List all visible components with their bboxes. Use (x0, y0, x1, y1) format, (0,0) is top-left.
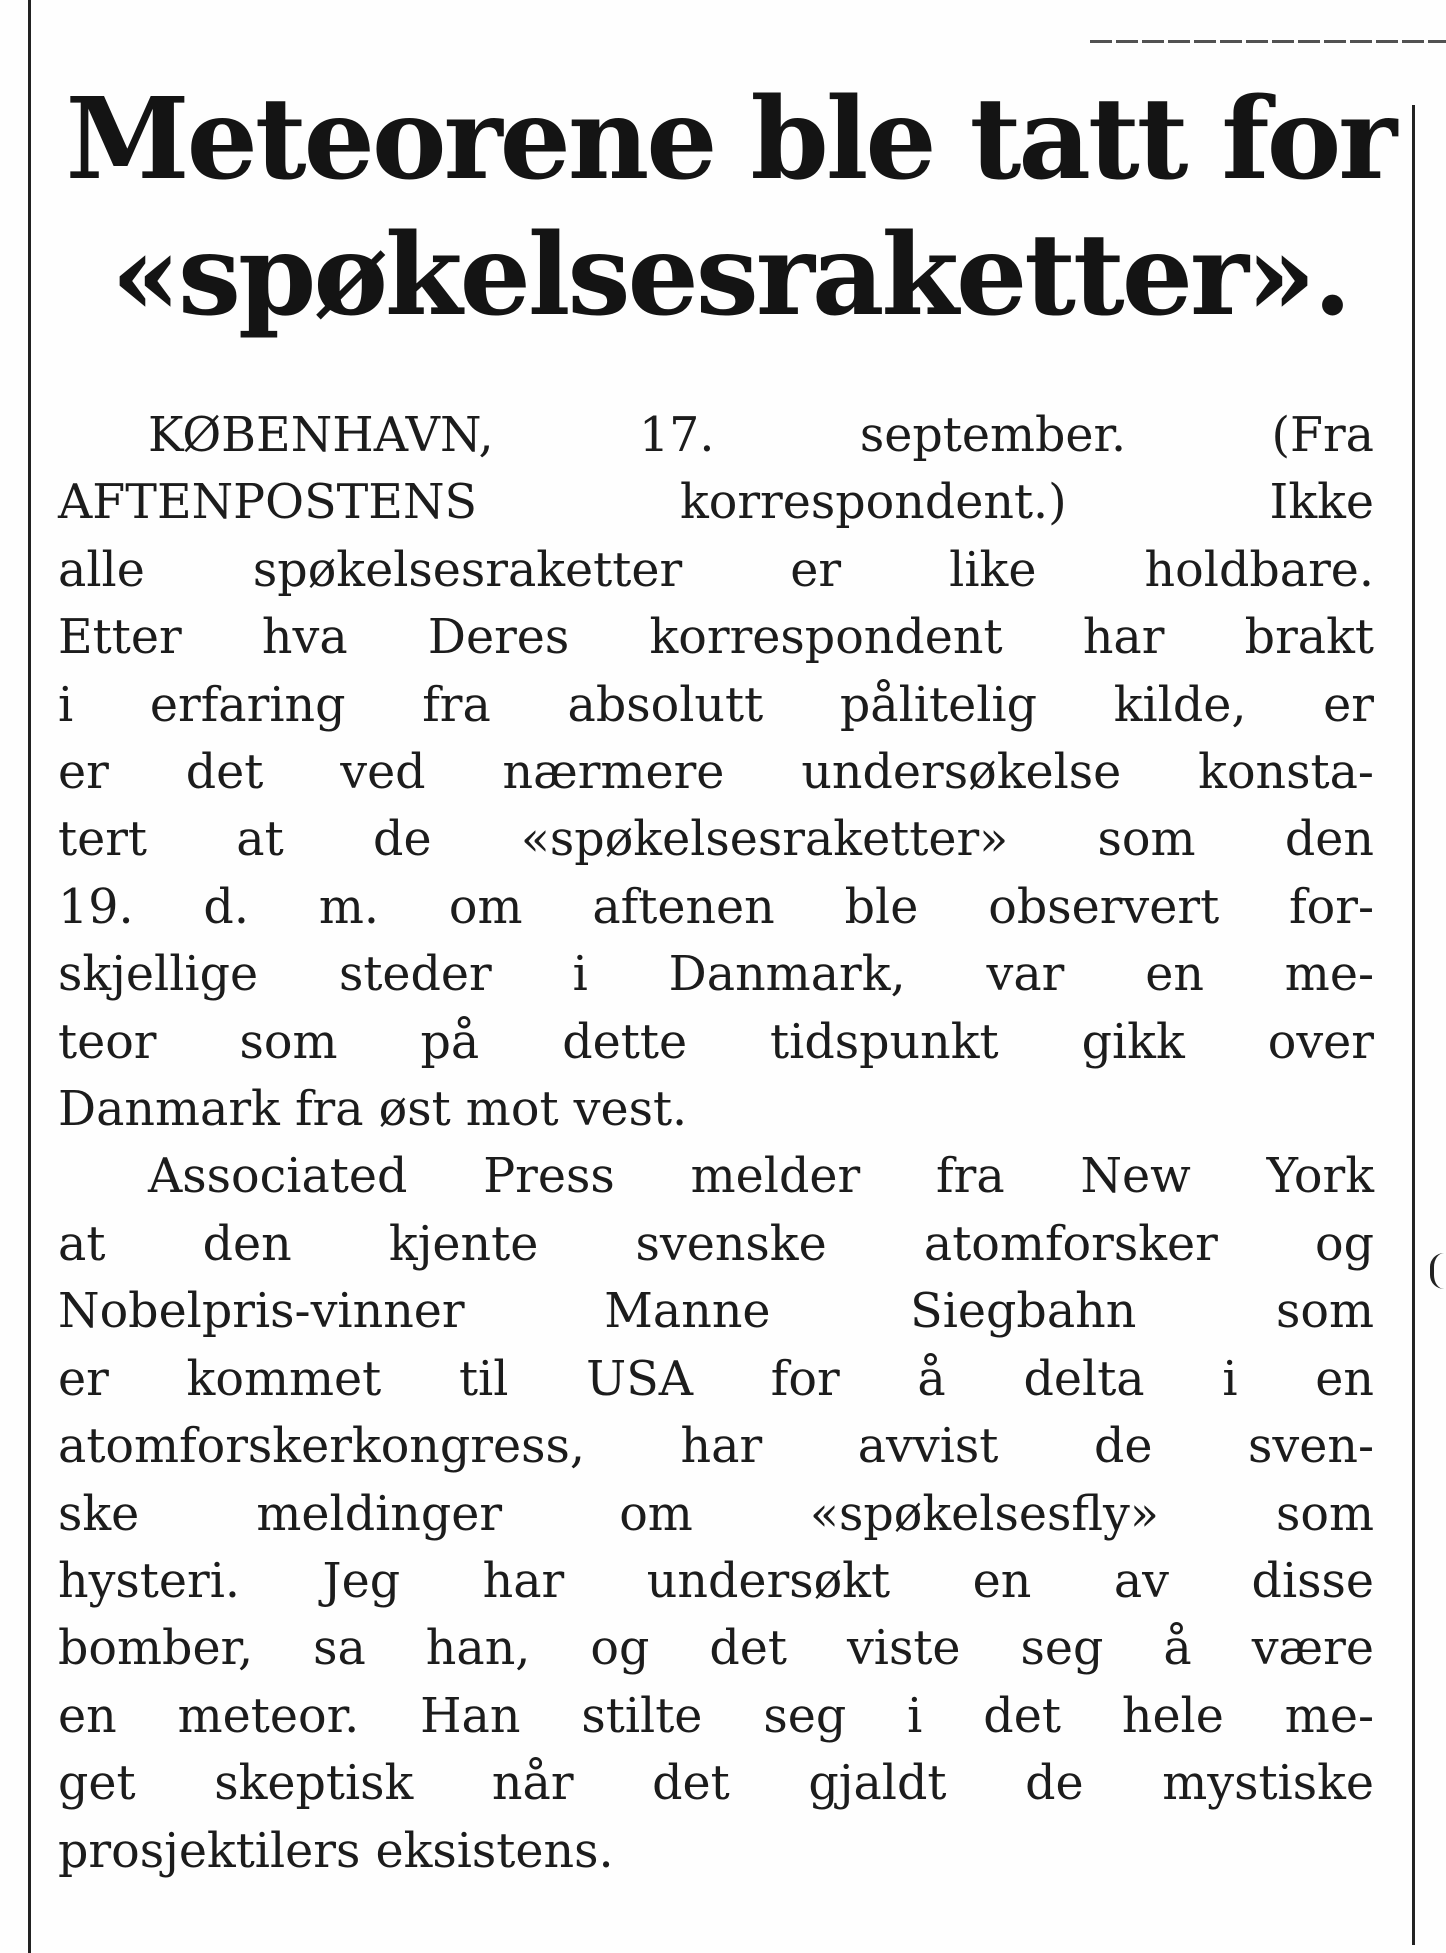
text-line: er det ved nærmere undersøkelse konsta- (58, 745, 1374, 801)
text-line: teor som på dette tidspunkt gikk over (58, 1014, 1374, 1070)
text-line: alle spøkelsesraketter er like holdbare. (58, 542, 1374, 598)
text-line: AFTENPOSTENS korrespondent.) Ikke (58, 475, 1374, 531)
text-line: er kommet til USA for å delta i en (58, 1351, 1374, 1407)
text-line: at den kjente svenske atomforsker og (58, 1216, 1374, 1272)
text-line: bomber, sa han, og det viste seg å være (58, 1621, 1374, 1677)
paragraph-2 (58, 1143, 1374, 1884)
text-line: Associated Press melder fra New York (148, 1149, 1374, 1205)
headline-line-1: Meteorene ble tatt for (65, 74, 1395, 205)
text-line: KØBENHAVN, 17. september. (Fra (148, 408, 1374, 463)
text-line: hysteri. Jeg har undersøkt en av disse (58, 1553, 1374, 1609)
text-line: ske meldinger om «spøkelsesfly» som (58, 1486, 1374, 1542)
text-line: atomforskerkongress, har avvist de sven- (58, 1419, 1374, 1475)
paragraph-1 (58, 402, 1374, 1143)
right-column-rule (1412, 105, 1415, 1945)
text-line: Nobelpris-vinner Manne Siegbahn som (58, 1284, 1374, 1340)
text-line: skjellige steder i Danmark, var en me- (58, 947, 1374, 1003)
right-margin-mark (1430, 1253, 1444, 1289)
text-line: prosjektilers eksistens. (58, 1823, 614, 1879)
text-line: tert at de «spøkelsesraketter» som den (58, 812, 1374, 868)
top-right-rule (1090, 40, 1446, 43)
text-line: get skeptisk når det gjaldt de mystiske (58, 1756, 1374, 1812)
article-body (58, 402, 1374, 1885)
left-column-rule (28, 0, 31, 1953)
text-line: 19. d. m. om aftenen ble observert for- (58, 879, 1374, 935)
text-line: i erfaring fra absolutt pålitelig kilde, er (58, 677, 1374, 733)
text-line: en meteor. Han stilte seg i det hele me- (58, 1688, 1374, 1744)
headline-line-2: «spøkelsesraketter». (110, 210, 1349, 341)
text-line: Etter hva Deres korrespondent har brakt (58, 610, 1374, 666)
headline (60, 72, 1400, 344)
text-line: Danmark fra øst mot vest. (58, 1082, 688, 1138)
